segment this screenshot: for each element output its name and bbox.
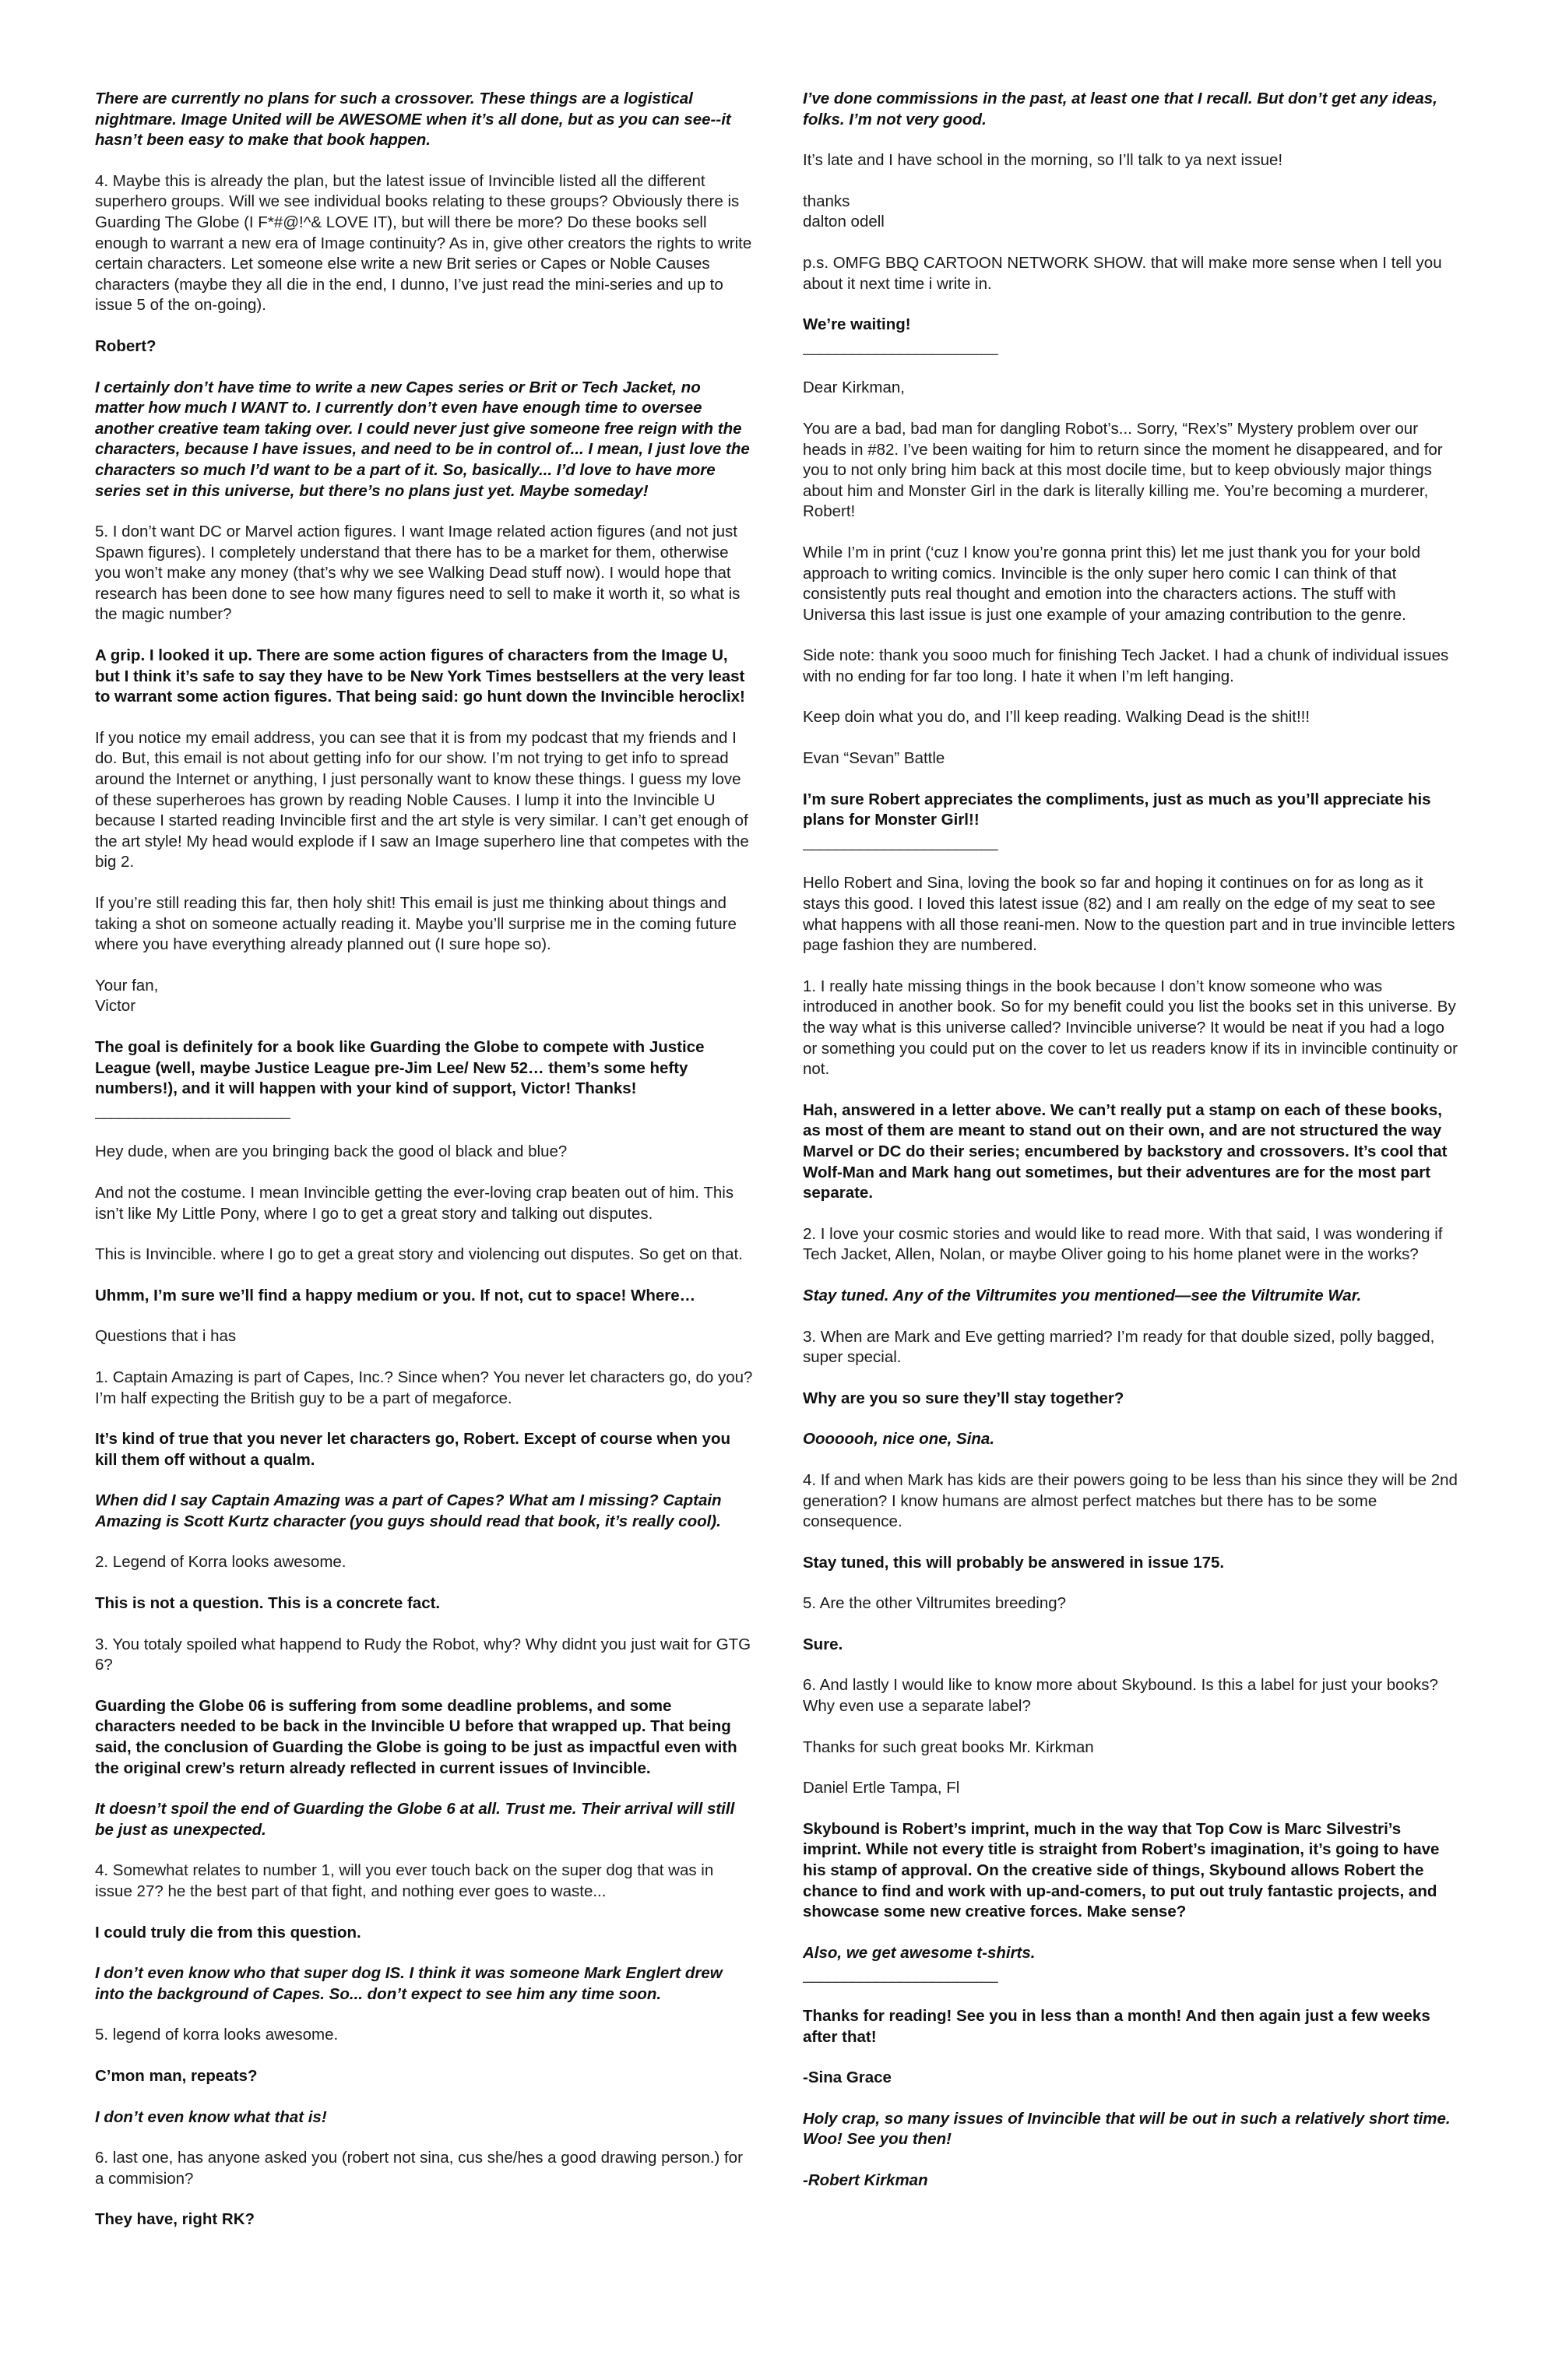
- editor-reply-paragraph: C’mon man, repeats?: [95, 2066, 258, 2085]
- reader-letter-paragraph: You are a bad, bad man for dangling Robot’s... Sorry, “Rex’s” Mystery problem over our heads in #82. I’ve been waiting for him to return since the moment he disappeared, and for you to not only bring him back at this most docile time, but to keep obviously major things about him and Monster Girl in the dark is literally killing me. You’re becoming a murderer, Robert!: [803, 419, 1443, 521]
- reader-letter-paragraph: 4. Somewhat relates to number 1, will you ever touch back on the super dog that was in issue 27? he the best part of that fight, and nothing ever goes to waste...: [95, 1861, 714, 1900]
- reader-letter-paragraph: 6. last one, has anyone asked you (robert not sina, cus she/hes a good drawing person.) for a commision?: [95, 2149, 743, 2188]
- editor-reply-paragraph: Stay tuned, this will probably be answered in issue 175.: [803, 1553, 1225, 1572]
- editor-reply-paragraph: -Robert Kirkman: [803, 2171, 928, 2189]
- reader-letter-paragraph: 6. And lastly I would like to know more about Skybound. Is this a label for just your books? Why even use a separate label?: [803, 1676, 1438, 1716]
- editor-reply-paragraph: Skybound is Robert’s imprint, much in the way that Top Cow is Marc Silvestri’s imprint. While not every title is straight from Robert’s imagination, it’s going to have his stamp of approval. On the creative side of things, Skybound allows Robert the chance to find and work with up-and-comers, to put out truly fantastic projects, and showcase some new creative forces. Make sense?: [803, 1819, 1440, 1921]
- reader-letter-paragraph: Side note: thank you sooo much for finishing Tech Jacket. I had a chunk of individual issues with no ending for far too long. I hate it when I’m left hanging.: [803, 646, 1449, 685]
- reader-letter-paragraph: 5. legend of korra looks awesome.: [95, 2026, 339, 2044]
- reader-letter-paragraph: Keep doin what you do, and I’ll keep reading. Walking Dead is the shit!!!: [803, 708, 1311, 727]
- reader-letter-paragraph: 3. When are Mark and Eve getting married? I’m ready for that double sized, polly bagged, super special.: [803, 1327, 1435, 1367]
- editor-reply-paragraph: I could truly die from this question.: [95, 1923, 361, 1942]
- left-column: [95, 89, 753, 2363]
- editor-reply-paragraph: Guarding the Globe 06 is suffering from some deadline problems, and some characters needed to be back in the Invincible U before that wrapped up. That being said, the conclusion of Guarding the Globe is going to be just as impactful even with the original crew’s return already reflected in current issues of Invincible.: [95, 1696, 737, 1777]
- section-divider: ________________________: [803, 833, 997, 851]
- reader-letter-paragraph: This is Invincible. where I go to get a great story and violencing out disputes. So get on that.: [95, 1245, 743, 1264]
- editor-reply-paragraph: Robert?: [95, 336, 157, 355]
- editor-reply-paragraph: -Sina Grace: [803, 2068, 892, 2087]
- reader-letter-paragraph: Hey dude, when are you bringing back the good ol black and blue?: [95, 1142, 568, 1161]
- editor-reply-paragraph: Hah, answered in a letter above. We can’t really put a stamp on each of these books, as most of them are meant to stand out on their own, and are not structured the way Marvel or DC do their series; encumbered by backstory and crossovers. It’s cool that Wolf-Man and Mark hang out sometimes, but their adventures are for the most part separate.: [803, 1100, 1448, 1202]
- editor-reply-paragraph: I don’t even know what that is!: [95, 2107, 327, 2126]
- editor-reply-paragraph: I’ve done commissions in the past, at least one that I recall. But don’t get any ideas, folks. I’m not very good.: [803, 90, 1437, 129]
- editor-reply-paragraph: The goal is definitely for a book like Guarding the Globe to compete with Justice League (well, maybe Justice League pre-Jim Lee/ New 52… them’s some hefty numbers!), and it will happen with your kind of support, Victor! Thanks!: [95, 1037, 705, 1098]
- reader-letter-paragraph: Questions that i has: [95, 1327, 237, 1346]
- editor-reply-paragraph: I certainly don’t have time to write a new Capes series or Brit or Tech Jacket, no matter how much I WANT to. I currently don’t even have enough time to oversee another creative team taking over. I could never just give someone free reign with the characters, because I have issues, and need to be in control of... I mean, I just love the characters so much I’d want to be a part of it. So, basically... I’d love to have more series set in this universe, but there’s no plans just yet. Maybe someday!: [95, 378, 750, 500]
- reader-letter-paragraph: 4. If and when Mark has kids are their powers going to be less than his since they will be 2nd generation? I know humans are almost perfect matches but there has to be some consequence.: [803, 1470, 1458, 1531]
- right-column: [803, 89, 1461, 2363]
- reader-letter-paragraph: 1. Captain Amazing is part of Capes, Inc.? Since when? You never let characters go, do you? I’m half expecting the British guy to be a part of megaforce.: [95, 1368, 753, 1407]
- editor-reply-paragraph: Uhmm, I’m sure we’ll find a happy medium or you. If not, cut to space! Where…: [95, 1286, 696, 1304]
- reader-letter-paragraph: thanks dalton odell: [803, 192, 885, 231]
- section-divider: ________________________: [803, 1966, 997, 1984]
- reader-letter-paragraph: And not the costume. I mean Invincible getting the ever-loving crap beaten out of him. This isn’t like My Little Pony, where I go to get a great story and talking out disputes.: [95, 1183, 734, 1223]
- section-divider: ________________________: [803, 337, 997, 356]
- reader-letter-paragraph: Thanks for such great books Mr. Kirkman: [803, 1737, 1094, 1756]
- editor-reply-paragraph: It doesn’t spoil the end of Guarding the Globe 6 at all. Trust me. Their arrival will still be just as unexpected.: [95, 1800, 735, 1839]
- editor-reply-paragraph: It’s kind of true that you never let characters go, Robert. Except of course when you kill them off without a qualm.: [95, 1430, 730, 1469]
- section-divider: ________________________: [95, 1101, 290, 1120]
- reader-letter-paragraph: 1. I really hate missing things in the book because I don’t know someone who was introduced in another book. So for my benefit could you list the books set in this universe. By the way what is this universe called? Invincible universe? It would be neat if you had a logo or something you could put on the cover to let us readers know if its in invincible continuity or not.: [803, 977, 1458, 1079]
- editor-reply-paragraph: Why are you so sure they’ll stay together?: [803, 1389, 1124, 1407]
- editor-reply-paragraph: Ooooooh, nice one, Sina.: [803, 1430, 995, 1449]
- editor-reply-paragraph: I don’t even know who that super dog IS. I think it was someone Mark Englert drew into the background of Capes. So... don’t expect to see him any time soon.: [95, 1964, 723, 2003]
- editor-reply-paragraph: When did I say Captain Amazing was a part of Capes? What am I missing? Captain Amazing is Scott Kurtz character (you guys should read that book, it’s really cool).: [95, 1491, 722, 1530]
- reader-letter-paragraph: 2. I love your cosmic stories and would like to read more. With that said, I was wondering if Tech Jacket, Allen, Nolan, or maybe Oliver going to his home planet were in the works?: [803, 1224, 1443, 1264]
- editor-reply-paragraph: Holy crap, so many issues of Invincible that will be out in such a relatively short time. Woo! See you then!: [803, 2109, 1451, 2149]
- reader-letter-paragraph: 5. I don’t want DC or Marvel action figures. I want Image related action figures (and not just Spawn figures). I completely understand that there has to be a market for them, otherwise you won’t make any money (that’s why we see Walking Dead stuff now). I would hope that research has been done to see how many figures need to sell to make it worth it, so what is the magic number?: [95, 523, 741, 624]
- reader-letter-paragraph: 2. Legend of Korra looks awesome.: [95, 1553, 347, 1572]
- editor-reply-paragraph: I’m sure Robert appreciates the compliments, just as much as you’ll appreciate his plans for Monster Girl!!: [803, 790, 1431, 829]
- editor-reply-paragraph: Also, we get awesome t-shirts.: [803, 1943, 1036, 1962]
- reader-letter-paragraph: If you’re still reading this far, then holy shit! This email is just me thinking about things and taking a shot on someone actually reading it. Maybe you’ll surprise me in the coming future where you have everything already planned out (I sure hope so).: [95, 894, 737, 954]
- editor-reply-paragraph: They have, right RK?: [95, 2210, 255, 2229]
- reader-letter-paragraph: 3. You totaly spoiled what happend to Rudy the Robot, why? Why didnt you just wait for GTG 6?: [95, 1635, 751, 1674]
- reader-letter-paragraph: p.s. OMFG BBQ CARTOON NETWORK SHOW. that will make more sense when I tell you about it next time i write in.: [803, 253, 1442, 293]
- reader-letter-paragraph: If you notice my email address, you can see that it is from my podcast that my friends and I do. But, this email is not about getting info for our show. I’m not trying to get info to spread around the Internet or anything, I just personally want to know these things. I guess my love of these superheroes has grown by reading Noble Causes. I lump it into the Invincible U because I started reading Invincible first and the art style is very similar. I can’t get enough of the art style! My head would explode if I saw an Image superhero line that competes with the big 2.: [95, 728, 749, 871]
- reader-letter-paragraph: Hello Robert and Sina, loving the book so far and hoping it continues on for as long as it stays this good. I loved this latest issue (82) and I am really on the edge of my seat to see what happens with all those reani-men. Now to the question part and in true invincible letters page fashion they are numbered.: [803, 874, 1455, 955]
- editor-reply-paragraph: A grip. I looked it up. There are some action figures of characters from the Image U, but I think it’s safe to say they have to be New York Times bestsellers at the very least to warrant some action figures. That being said: go hunt down the Invincible heroclix!: [95, 646, 745, 706]
- reader-letter-paragraph: Your fan, Victor: [95, 976, 159, 1016]
- reader-letter-paragraph: 4. Maybe this is already the plan, but the latest issue of Invincible listed all the different superhero groups. Will we see individual books relating to these groups? Obviously there is Guarding The Globe (I F*#@!^& LOVE IT), but will there be more? Do these books sell enough to warrant a new era of Image continuity? As in, give other creators the rights to write certain characters. Let someone else write a new Brit series or Capes or Noble Causes characters (maybe they all die in the end, I dunno, I’ve just read the mini-series and up to issue 5 of the on-going).: [95, 171, 752, 315]
- reader-letter-paragraph: It’s late and I have school in the morning, so I’ll talk to ya next issue!: [803, 151, 1283, 170]
- editor-reply-paragraph: There are currently no plans for such a crossover. These things are a logistical nightmare. Image United will be AWESOME when it’s all done, but as you can see--it hasn’t been easy to make that book happen.: [95, 90, 731, 150]
- editor-reply-paragraph: Thanks for reading! See you in less than a month! And then again just a few weeks after that!: [803, 2007, 1430, 2046]
- editor-reply-paragraph: Sure.: [803, 1635, 843, 1653]
- editor-reply-paragraph: We’re waiting!: [803, 315, 911, 334]
- reader-letter-paragraph: Daniel Ertle Tampa, Fl: [803, 1779, 960, 1797]
- reader-letter-paragraph: Dear Kirkman,: [803, 378, 906, 397]
- reader-letter-paragraph: 5. Are the other Viltrumites breeding?: [803, 1594, 1067, 1613]
- editor-reply-paragraph: Stay tuned. Any of the Viltrumites you mentioned—see the Viltrumite War.: [803, 1286, 1362, 1304]
- reader-letter-paragraph: While I’m in print (‘cuz I know you’re gonna print this) let me just thank you for your bold approach to writing comics. Invincible is the only super hero comic I can think of that consistently puts real thought and emotion into the characters actions. The stuff with Universa this last issue is just one example of your amazing contribution to the genre.: [803, 543, 1421, 624]
- editor-reply-paragraph: This is not a question. This is a concrete fact.: [95, 1594, 441, 1613]
- reader-letter-paragraph: Evan “Sevan” Battle: [803, 749, 945, 768]
